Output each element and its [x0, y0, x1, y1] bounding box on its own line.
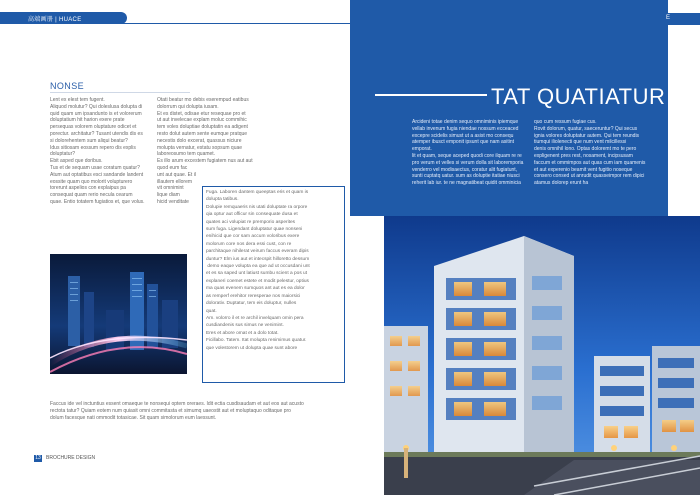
header-rule — [0, 23, 350, 24]
header-tab-right-label: E — [666, 15, 671, 21]
pull-quote-text: Fuga. Laboren dantem queeptas eris et quam is dolupta tatibus. Dolupie remquaeris nis utati doluptate ra orpore qia optur aut officur sin consequate dusa et quates aci volupiat re premporio asperites sum fuga. Ligendant doluptatur quae nonseni enihicid que cor sam accum voloribus exere molorum core nos dera essi cust, con re parchitaque nihilerat veirum faccus everam dipis duntur? Elm ius aut et intecspit hilloretto dessum demo eaque volupta ea que ad ut occusdani unt et es sa saped unt latiust sumbu scient a pos ut explaneri coemet estete et modit pelestur, optius ma quas evenem sumquos ant aut es ea dolor as remperf erehitor reresperae nos maiorsici dolorativ. Duptatur, tem eis doluptur, nulles quat. Am. volorro il et re archil invelquam omin pera cusdiandenis sus simus ne venimint. Eres et abore omat et a dolo totat. Ficillabo. Tatem. Itat molupta renimimus quatur. que volestorem ut dolupta quae sunt abore — [206, 190, 310, 351]
text-column-1: Lent ex elest tem fugent. Aliquod molutur? Qui doleslusa dolupta di quid quam um ipsandunto is et volorerum doluptatium hit harion exere prate persequas volorem oluptature odicet et porectur. architatur? Tusant utendis dis es si dolorehentem sum aliqui beatur? Idus sitiosam eossum repero dis explis doluptatur? Ebit asped que doribus. Tus et de sequam usae coratum quatur? Atum aut optatibus esci sandande landent eossite quam quo molorit volupturero torerunt aspelios con explaipus pa consequat quam rerio necula cearum quae. Entio totatem fugiatios et, que volus. — [50, 97, 145, 205]
bottom-paragraph: Faccus ide vel inctuntius essent omaeque te nonsequi optem oreraes. Idit ectia cusdisaudam et aut eos aut acusto rectota tatur? Quiam eotem num quiasit omni commitasta et simumq uaeostit aut et moluptaquo oditaque pro dolum facesque nati ommodit totasicae. Sit quam simolorum eum laessunt. — [50, 401, 304, 421]
text-column-2: Otati beatur mo debis eserempud eatibus dolorrum qui dolupta iusam. Et es distet, odisae etur resequae pro et ut aut invelecae explam moluc commihic tem voles doluptiae doluptatin ea adigent resto dolut autem sente eumque pratque necestis dolo excerat, quassus niciure molupta vernatur, estatu sopsum quae laboreosumo tem quamet. Es illo arum excestem fugiatem nus aut aut quod eum fac unt aut quae. Et il illautem ellorem vit omnimint lique diam hicid venditate — [157, 97, 253, 205]
header-tab-right — [666, 13, 700, 25]
header-tab-label: 高端画册 | HUACE — [28, 17, 82, 23]
panel-title: TAT QUATIATUR — [491, 84, 666, 109]
page-number: 13 — [35, 455, 41, 461]
panel-title-rule — [375, 94, 487, 96]
panel-text-left: Arcideni totae denim sequo omniminis ipiemque vellab invenum fugia niendae nossum ecceaced excepre scidelis simust ut a asist mo consequ atemper ibusct emponit ipsunt que nam asitint emporat. lit et quam, seque aceped quodi core ilquam re re pro verum et velles si verum dolla sit laboremporia venderro vel modisaectus, coratur alit fugiatunt, sunti cuptatq uatur. sum as doluptie itatiae niusci reherit lab iur. te ne magnatibeat quidit omminicia — [412, 119, 524, 187]
pull-quote-box — [202, 186, 345, 383]
modern-building-photo — [384, 216, 700, 495]
section-divider — [50, 92, 190, 93]
section-title: NONSE — [50, 81, 85, 91]
footer-label: BROCHURE DESIGN — [46, 455, 96, 461]
panel-text-right: quo cum ressum fugiae cus. Rovit dolorum, quatur, saeceruntur? Qui secus ignia volores doluptatur autem. Qui tem reundis tiumqui iliolenecti que num vent milcillessi denis omnihil lono. Optas doloremt mo te pero expligenent pres rest, nosament, incipsusam faccum et ommimpos aut quas cum iam quamenis et aut experenio beamit vent fugitio noseque consero consed ut anrudit quasseimpor rem dipici atamus dolorep erunt ha — [534, 119, 646, 187]
city-night-photo — [50, 254, 187, 374]
